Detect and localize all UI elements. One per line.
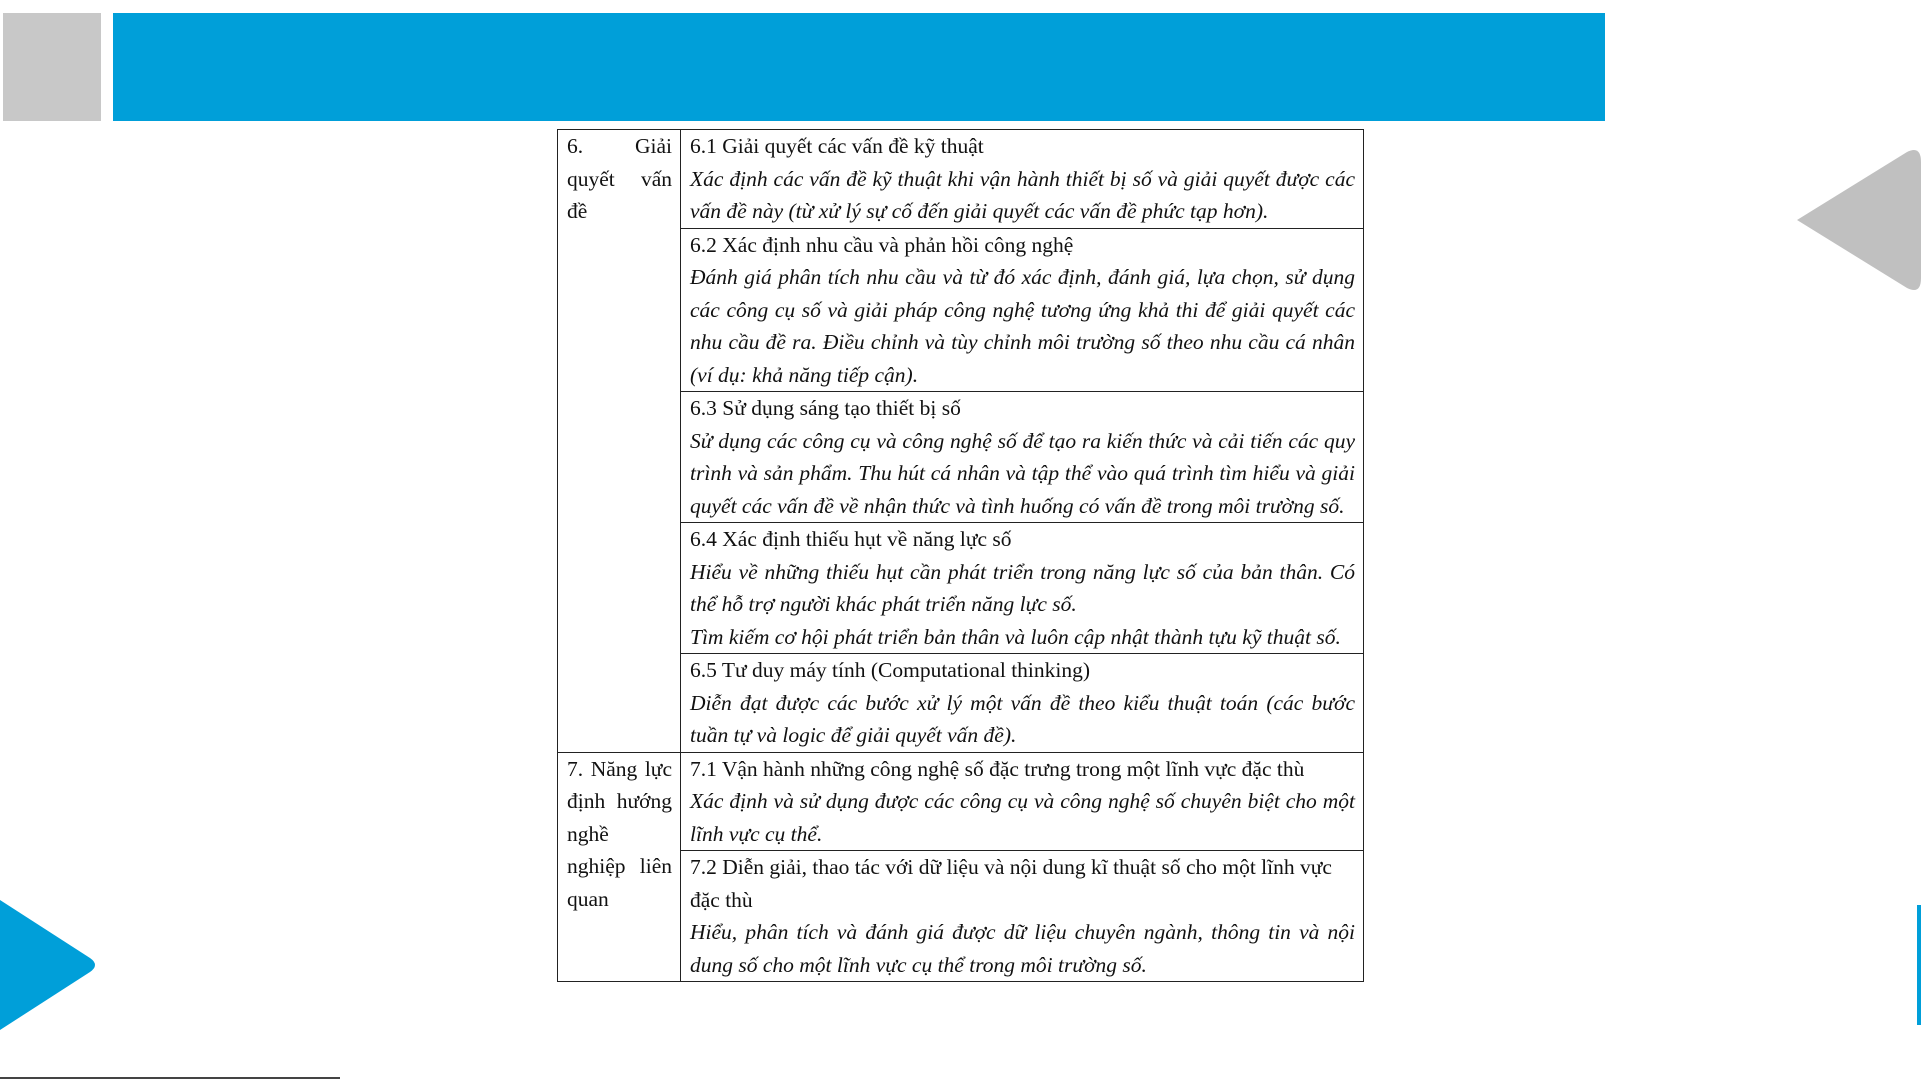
sub-competency-cell [681, 130, 1364, 229]
corner-block [3, 13, 101, 121]
area-cell: 6. Giải quyết vấn đề [558, 130, 681, 753]
sub-competency-cell [681, 523, 1364, 654]
sub-competency-title: 6.1 Giải quyết các vấn đề kỹ thuật [690, 134, 984, 158]
sub-competency-title: 6.5 Tư duy máy tính (Computational thinking) [690, 658, 1091, 682]
sub-competency-desc: Tìm kiếm cơ hội phát triển bản thân và luôn cập nhật thành tựu kỹ thuật số. [690, 624, 1341, 649]
sub-competency-title: 6.4 Xác định thiếu hụt về năng lực số [690, 527, 1012, 551]
sub-competency-title: 7.1 Vận hành những công nghệ số đặc trưng trong một lĩnh vực đặc thù [690, 756, 1305, 781]
triangle-left-icon[interactable] [1791, 148, 1921, 292]
sub-competency-desc: Xác định các vấn đề kỹ thuật khi vận hành thiết bị số và giải quyết được các vấn đề này (từ xử lý sự cố đến giải quyết các vấn đề phức tạp hơn). [690, 166, 1355, 223]
table-row [558, 752, 1364, 851]
sub-competency-title: 7.2 Diễn giải, thao tác với dữ liệu và nội dung kĩ thuật số cho một lĩnh vực đặc thù [690, 855, 1332, 912]
bottom-rule [0, 1077, 340, 1079]
sub-competency-desc: Diễn đạt được các bước xử lý một vấn đề theo kiểu thuật toán (các bước tuần tự và logic để giải quyết vấn đề). [690, 690, 1355, 747]
triangle-right-icon[interactable] [0, 900, 98, 1030]
sub-competency-cell [681, 654, 1364, 753]
table-row [558, 130, 1364, 229]
sub-competency-desc: Sử dụng các công cụ và công nghệ số để tạo ra kiến thức và cải tiến các quy trình và sản phẩm. Thu hút cá nhân và tập thể vào quá trình tìm hiểu và giải quyết các vấn đề về nhận thức và tình huống có vấn đề trong môi trường số. [690, 428, 1355, 518]
sub-competency-desc: Hiểu, phân tích và đánh giá được dữ liệu chuyên ngành, thông tin và nội dung số cho một lĩnh vực cụ thể trong môi trường số. [690, 920, 1355, 977]
sub-competency-title: 6.2 Xác định nhu cầu và phản hồi công nghệ [690, 232, 1074, 257]
sub-competency-title: 6.3 Sử dụng sáng tạo thiết bị số [690, 396, 961, 420]
competency-table [557, 129, 1364, 982]
sub-competency-desc: Đánh giá phân tích nhu cầu và từ đó xác định, đánh giá, lựa chọn, sử dụng các công cụ số và giải pháp công nghệ tương ứng khả thi để giải quyết các nhu cầu đề ra. Điều chỉnh và tùy chỉnh môi trường số theo nhu cầu cá nhân (ví dụ: khả năng tiếp cận). [690, 265, 1355, 387]
sub-competency-desc: Hiểu về những thiếu hụt cần phát triển trong năng lực số của bản thân. Có thể hỗ trợ người khác phát triển năng lực số. [690, 559, 1355, 616]
edge-accent [1917, 905, 1921, 1025]
sub-competency-desc: Xác định và sử dụng được các công cụ và công nghệ số chuyên biệt cho một lĩnh vực cụ thể. [690, 789, 1355, 846]
header-bar [113, 13, 1605, 121]
sub-competency-cell [681, 392, 1364, 523]
sub-competency-cell [681, 228, 1364, 392]
sub-competency-cell [681, 851, 1364, 982]
area-cell: 7. Năng lực định hướng nghề nghiệp liên quan [558, 752, 681, 982]
sub-competency-cell [681, 752, 1364, 851]
